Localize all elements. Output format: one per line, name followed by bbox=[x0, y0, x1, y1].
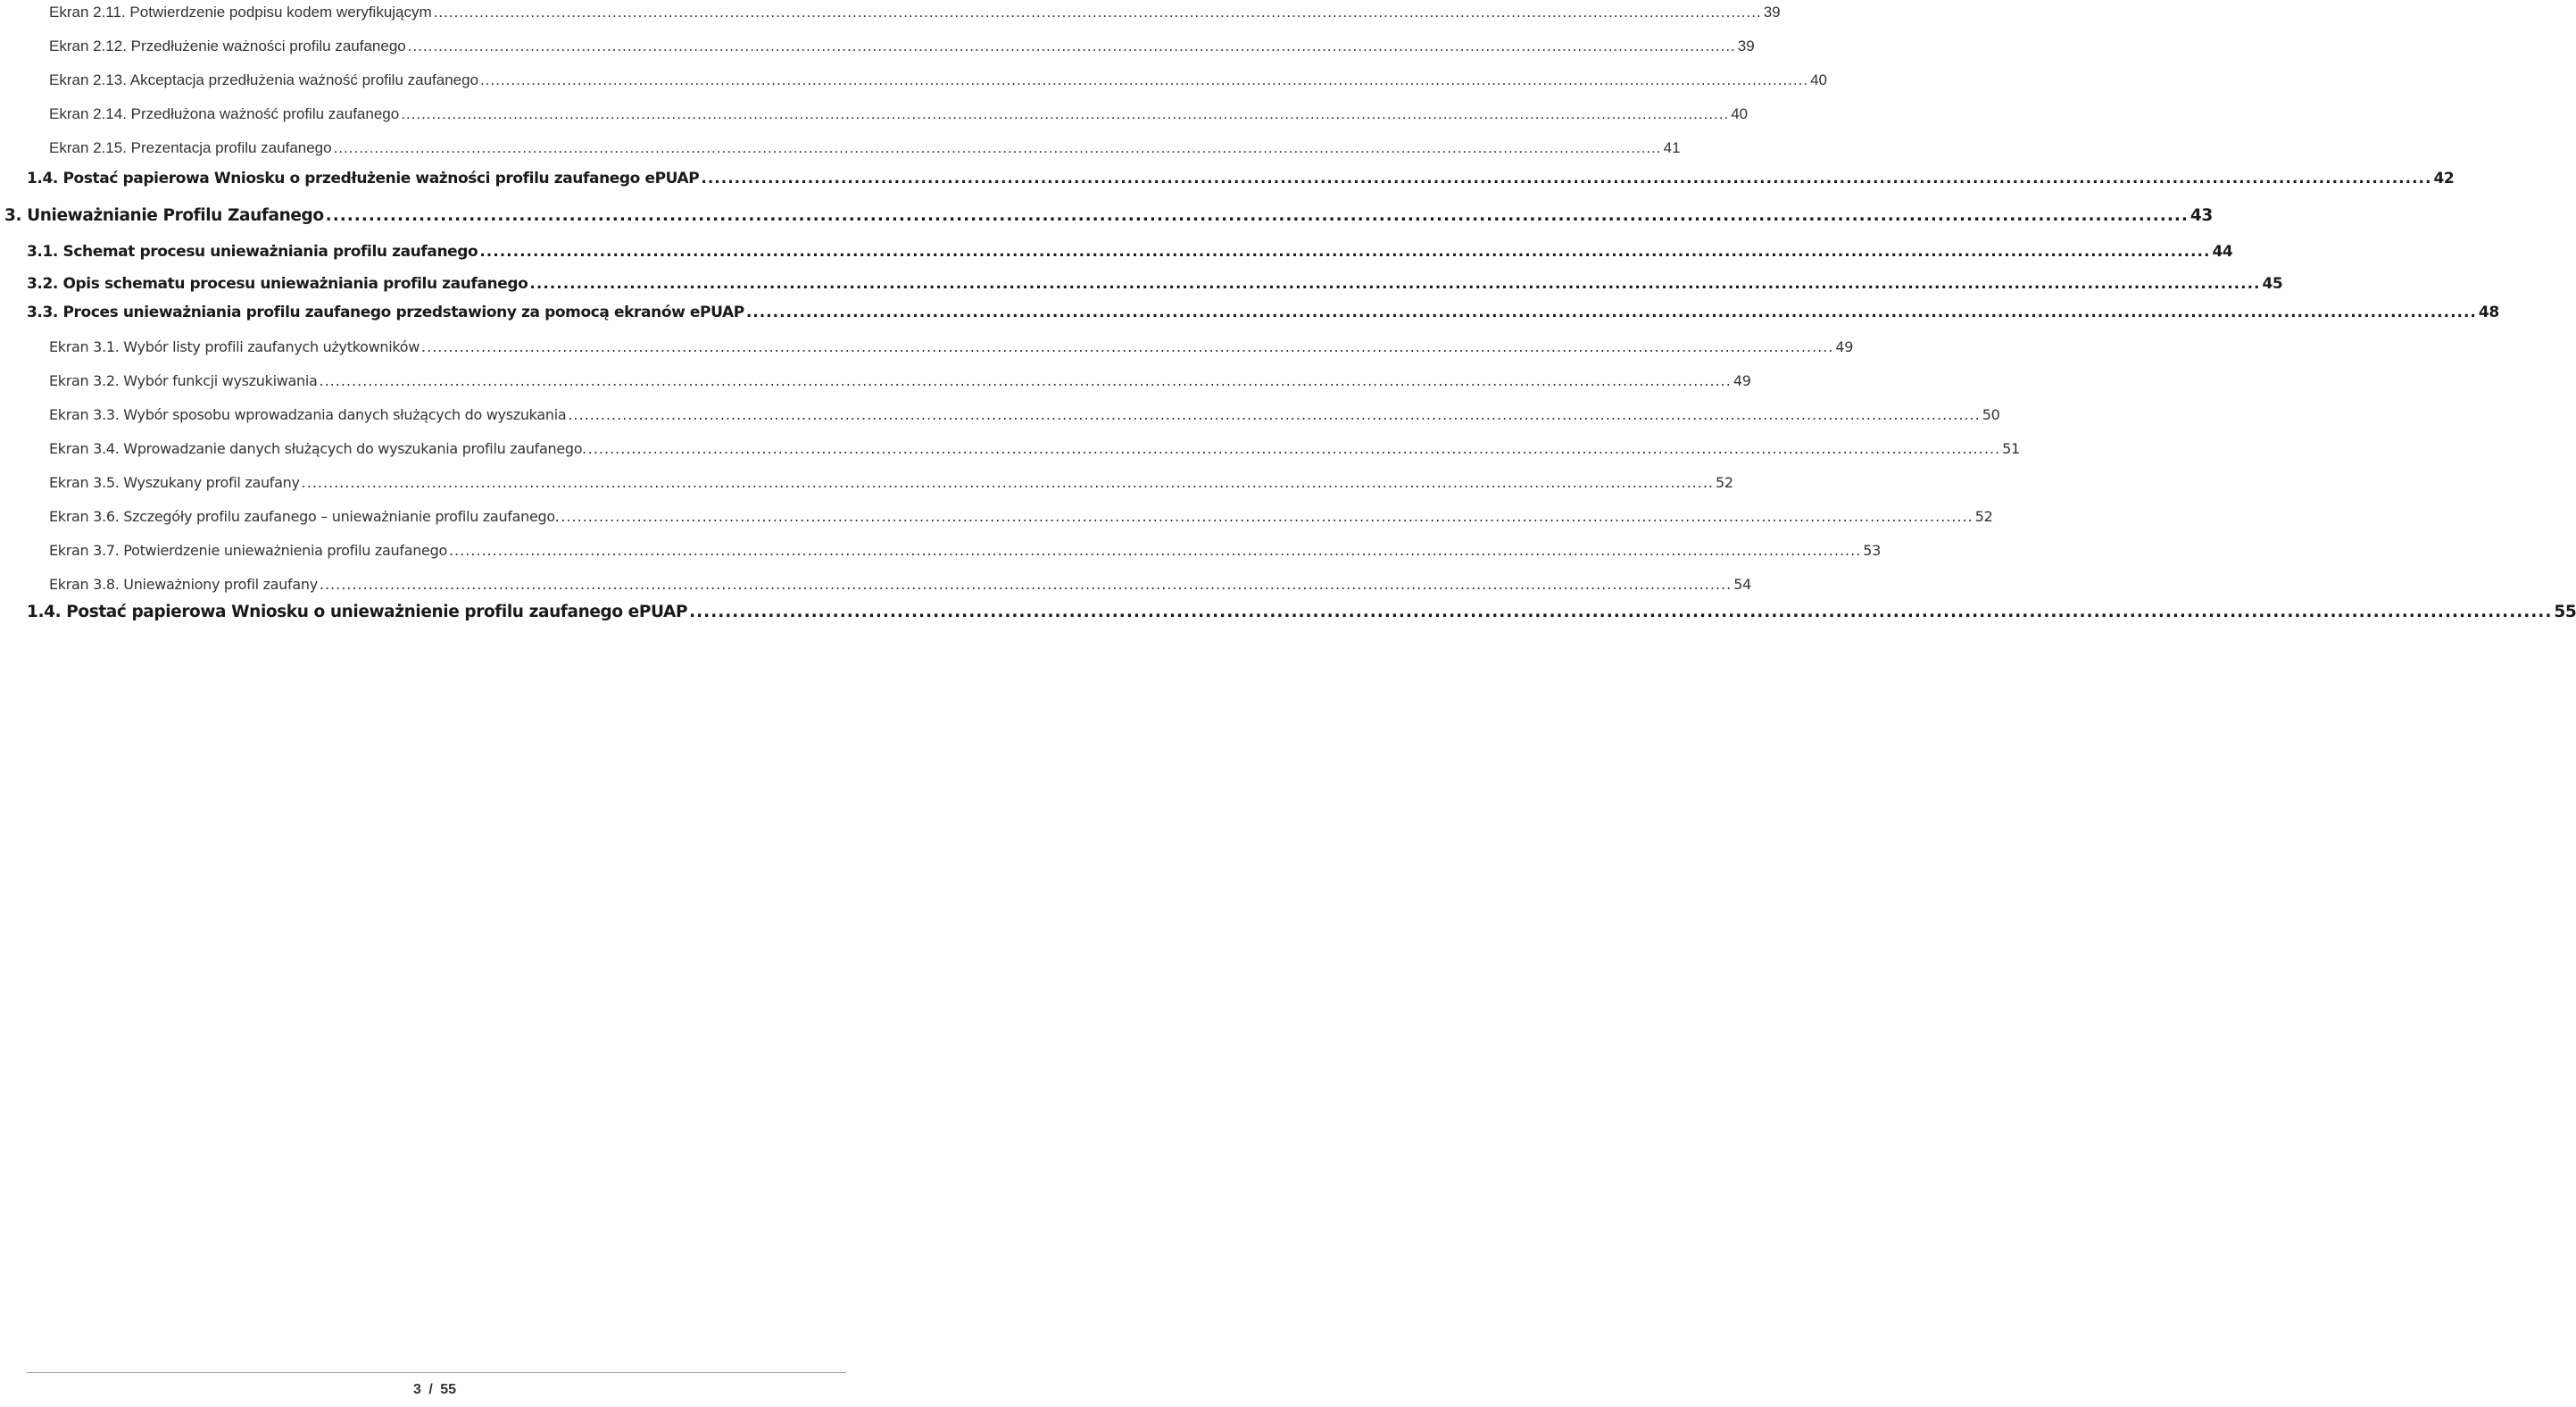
toc-entry-title: 3.1. Schemat procesu unieważniania profilu zaufanego bbox=[27, 243, 478, 261]
toc-entry-title: Ekran 3.2. Wybór funkcji wyszukiwania bbox=[49, 372, 318, 389]
toc-leader-dots: .................................................................................................................................................................................................................................................................... bbox=[689, 603, 2553, 621]
toc-entry-page: 40 bbox=[1731, 105, 1749, 122]
toc-leader-dots: .................................................................................................................................................................................................................................................................... bbox=[333, 139, 1662, 156]
toc-entry-title: 3. Unieważnianie Profilu Zaufanego bbox=[4, 206, 324, 225]
toc-leader-dots: .................................................................................................................................................................................................................................................................... bbox=[401, 105, 1730, 122]
toc-entry[interactable] bbox=[0, 396, 2000, 423]
toc-entry[interactable] bbox=[0, 234, 2233, 261]
page-current: 3 bbox=[412, 1382, 421, 1397]
toc-entry-page: 52 bbox=[1974, 508, 1993, 525]
toc-entry[interactable] bbox=[0, 29, 1755, 55]
toc-leader-dots: .................................................................................................................................................................................................................................................................... bbox=[701, 170, 2432, 187]
toc-entry[interactable] bbox=[0, 464, 1733, 491]
toc-leader-dots: .................................................................................................................................................................................................................................................................... bbox=[480, 71, 1809, 88]
toc-entry[interactable] bbox=[0, 130, 1681, 157]
toc-leader-dots: .................................................................................................................................................................................................................................................................... bbox=[421, 338, 1834, 355]
page-separator: / bbox=[428, 1382, 433, 1397]
toc-entry-title: Ekran 2.11. Potwierdzenie podpisu kodem weryfikującym bbox=[49, 4, 432, 21]
toc-entry-page: 42 bbox=[2433, 170, 2455, 187]
toc-leader-dots: .................................................................................................................................................................................................................................................................... bbox=[568, 406, 1981, 423]
toc-entry[interactable] bbox=[0, 198, 2213, 225]
toc-entry[interactable] bbox=[0, 0, 1781, 21]
toc-entry-page: 51 bbox=[2002, 440, 2020, 457]
toc-entry[interactable] bbox=[0, 62, 1827, 89]
toc-entry-page: 44 bbox=[2212, 243, 2233, 261]
toc-entry-title: 3.2. Opis schematu procesu unieważniania profilu zaufanego bbox=[27, 275, 528, 293]
toc-entry-page: 52 bbox=[1716, 474, 1733, 491]
toc-entry-page: 41 bbox=[1663, 139, 1681, 156]
toc-entry-page: 43 bbox=[2190, 206, 2213, 225]
toc-entry-title: Ekran 2.14. Przedłużona ważność profilu zaufanego bbox=[49, 105, 400, 122]
toc-entry[interactable] bbox=[0, 595, 2576, 621]
toc-entry[interactable] bbox=[0, 96, 1749, 123]
toc-leader-dots: .................................................................................................................................................................................................................................................................... bbox=[433, 4, 1762, 21]
toc-entry-page: 49 bbox=[1733, 372, 1751, 389]
toc-leader-dots: .................................................................................................................................................................................................................................................................... bbox=[448, 542, 1862, 559]
footer-divider bbox=[27, 1372, 846, 1373]
page-number bbox=[0, 1382, 857, 1398]
toc-leader-dots: .................................................................................................................................................................................................................................................................... bbox=[407, 37, 1736, 54]
toc-leader-dots: .................................................................................................................................................................................................................................................................... bbox=[301, 474, 1714, 491]
toc-entry-title: Ekran 3.7. Potwierdzenie unieważnienia profilu zaufanego bbox=[49, 542, 447, 559]
toc-entry-page: 49 bbox=[1835, 338, 1854, 355]
toc-leader-dots: .................................................................................................................................................................................................................................................................... bbox=[529, 275, 2261, 293]
toc-entry-title: Ekran 3.1. Wybór listy profili zaufanych użytkowników bbox=[49, 338, 420, 355]
toc-entry-page: 50 bbox=[1982, 406, 2000, 423]
toc-leader-dots: .................................................................................................................................................................................................................................................................... bbox=[479, 243, 2211, 261]
toc-entry-title: 1.4. Postać papierowa Wniosku o unieważnienie profilu zaufanego ePUAP bbox=[27, 603, 688, 621]
toc-entry-page: 39 bbox=[1763, 4, 1781, 21]
toc-leader-dots: .................................................................................................................................................................................................................................................................... bbox=[319, 576, 1733, 593]
toc-entry-title: 1.4. Postać papierowa Wniosku o przedłużenie ważności profilu zaufanego ePUAP bbox=[27, 170, 700, 187]
toc-leader-dots: .................................................................................................................................................................................................................................................................... bbox=[745, 304, 2477, 321]
toc-entry-page: 48 bbox=[2478, 304, 2499, 321]
toc-entry[interactable] bbox=[0, 532, 1882, 559]
toc-entry-title: Ekran 3.8. Unieważniony profil zaufany bbox=[49, 576, 318, 593]
toc-entry-page: 45 bbox=[2262, 275, 2283, 293]
toc-entry[interactable] bbox=[0, 266, 2283, 293]
toc-entry-title: Ekran 2.15. Prezentacja profilu zaufanego bbox=[49, 139, 332, 156]
toc-entry[interactable] bbox=[0, 566, 1751, 593]
toc-entry[interactable] bbox=[0, 329, 1854, 355]
toc-entry-page: 54 bbox=[1733, 576, 1751, 593]
toc-entry[interactable] bbox=[0, 362, 1751, 389]
toc-entry-page: 53 bbox=[1863, 542, 1882, 559]
toc-entry-title: Ekran 3.3. Wybór sposobu wprowadzania danych służących do wyszukania bbox=[49, 406, 567, 423]
toc-entry[interactable] bbox=[0, 498, 1993, 525]
toc-entry-title: 3.3. Proces unieważniania profilu zaufanego przedstawiony za pomocą ekranów ePUAP bbox=[27, 304, 744, 321]
toc-entry-title: Ekran 3.5. Wyszukany profil zaufany bbox=[49, 474, 300, 491]
toc-leader-dots: .................................................................................................................................................................................................................................................................... bbox=[587, 440, 2001, 457]
toc-entry[interactable] bbox=[0, 430, 2020, 457]
toc-entry-page: 55 bbox=[2554, 603, 2576, 621]
toc-entry-title: Ekran 2.13. Akceptacja przedłużenia ważność profilu zaufanego bbox=[49, 71, 479, 88]
toc-entry[interactable] bbox=[0, 161, 2455, 187]
toc-entry-title: Ekran 3.6. Szczegóły profilu zaufanego – unieważnianie profilu zaufanego. bbox=[49, 508, 560, 525]
toc-leader-dots: .................................................................................................................................................................................................................................................................... bbox=[319, 372, 1732, 389]
toc-leader-dots: .................................................................................................................................................................................................................................................................... bbox=[561, 508, 1974, 525]
toc-entry-page: 39 bbox=[1737, 37, 1755, 54]
toc-leader-dots: .................................................................................................................................................................................................................................................................... bbox=[325, 206, 2189, 225]
page-total: 55 bbox=[440, 1382, 457, 1397]
toc-entry-title: Ekran 2.12. Przedłużenie ważności profilu zaufanego bbox=[49, 37, 406, 54]
toc-entry-title: Ekran 3.4. Wprowadzanie danych służących do wyszukania profilu zaufanego. bbox=[49, 440, 586, 457]
toc-entry[interactable] bbox=[0, 295, 2499, 321]
toc-entry-page: 40 bbox=[1810, 71, 1827, 88]
